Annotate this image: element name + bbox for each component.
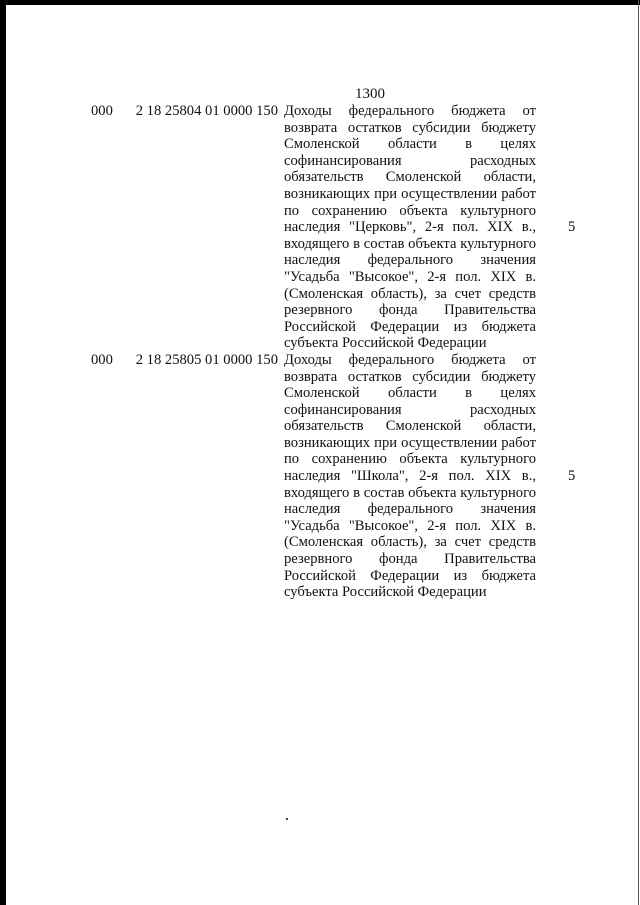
description-line: возврата остатков субсидии бюджету — [284, 368, 536, 385]
table-row — [0, 103, 640, 352]
description-line: резервного фонда Правительства — [284, 551, 536, 568]
admin-code: 000 — [91, 103, 113, 119]
description-line: возникающих при осуществлении работ — [284, 434, 536, 451]
description-line: резервного фонда Правительства — [284, 302, 536, 319]
description-line: (Смоленская область), за счет средств — [284, 534, 536, 551]
income-description — [284, 103, 536, 352]
description-line: Смоленской области в целях — [284, 136, 536, 153]
description-line: Доходы федерального бюджета от — [284, 103, 536, 119]
description-line: наследия федерального значения — [284, 252, 536, 269]
description-line: Смоленской области в целях — [284, 385, 536, 402]
income-table — [0, 103, 640, 601]
table-row — [0, 352, 640, 601]
description-line: Российской Федерации из бюджета — [284, 567, 536, 584]
description-line: субъекта Российской Федерации — [284, 584, 487, 601]
amount-value: 5 — [568, 468, 576, 485]
description-line: софинансирования расходных — [284, 152, 536, 169]
description-line: обязательств Смоленской области, — [284, 418, 536, 435]
description-line: входящего в состав объекта культурного — [284, 484, 536, 501]
page-number: 1300 — [355, 86, 385, 102]
income-description — [284, 352, 536, 601]
description-line: возникающих при осуществлении работ — [284, 185, 536, 202]
description-line: входящего в состав объекта культурного — [284, 235, 536, 252]
description-line: возврата остатков субсидии бюджету — [284, 119, 536, 136]
description-line: (Смоленская область), за счет средств — [284, 285, 536, 302]
budget-classification-code: 2 18 25804 01 0000 150 — [135, 103, 278, 119]
description-line: Доходы федерального бюджета от — [284, 351, 536, 368]
description-line: Российской Федерации из бюджета — [284, 318, 536, 335]
description-line: наследия федерального значения — [284, 501, 536, 518]
description-line: "Усадьба "Высокое", 2-я пол. XIX в. — [284, 517, 536, 534]
description-line: по сохранению объекта культурного — [284, 202, 536, 219]
description-line: по сохранению объекта культурного — [284, 451, 536, 468]
description-line: наследия "Школа", 2-я пол. XIX в., — [284, 468, 536, 485]
description-line: субъекта Российской Федерации — [284, 335, 487, 352]
description-line: софинансирования расходных — [284, 401, 536, 418]
admin-code: 000 — [91, 351, 113, 368]
scan-speck — [286, 818, 288, 820]
scan-border-top — [0, 0, 640, 5]
amount-value: 5 — [568, 219, 576, 236]
description-line: "Усадьба "Высокое", 2-я пол. XIX в. — [284, 268, 536, 285]
budget-classification-code: 2 18 25805 01 0000 150 — [135, 351, 278, 368]
description-line: наследия "Церковь", 2-я пол. XIX в., — [284, 219, 536, 236]
description-line: обязательств Смоленской области, — [284, 169, 536, 186]
